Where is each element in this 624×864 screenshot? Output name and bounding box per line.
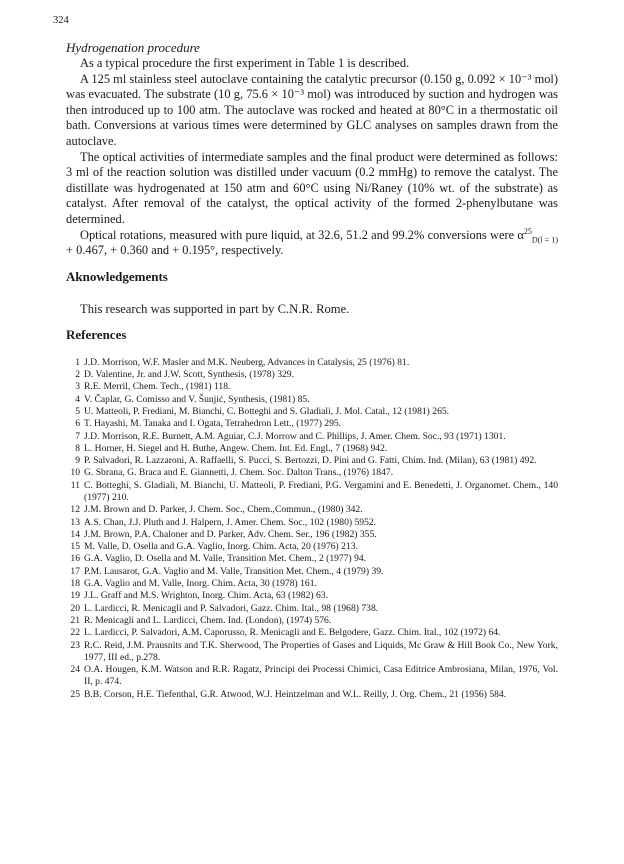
reference-number: 13 — [70, 516, 80, 528]
reference-item — [66, 467, 558, 479]
reference-number: 14 — [70, 528, 80, 540]
reference-text: D. Valentine, Jr. and J.W. Scott, Synthesis, (1978) 329. — [84, 369, 294, 381]
reference-item — [66, 517, 558, 529]
reference-number: 5 — [75, 405, 80, 417]
reference-number: 18 — [70, 578, 80, 590]
reference-number: 22 — [70, 627, 80, 639]
reference-text: A.S. Chan, J.J. Pluth and J. Halpern, J. Amer. Chem. Soc., 102 (1980) 5952. — [84, 516, 377, 528]
reference-item — [66, 455, 558, 467]
reference-item — [66, 590, 558, 602]
reference-item — [66, 566, 558, 578]
reference-item — [66, 603, 558, 615]
reference-number: 6 — [75, 418, 80, 430]
hydrogenation-paragraph-4 — [66, 228, 558, 259]
reference-text: R.E. Merril, Chem. Tech., (1981) 118. — [84, 381, 231, 393]
reference-text: J.L. Graff and M.S. Wrighton, Inorg. Chim. Acta, 63 (1982) 63. — [84, 590, 328, 602]
reference-item — [66, 640, 558, 665]
reference-text: G. Sbrana, G. Braca and E. Giannetti, J. Chem. Soc. Dalton Trans., (1976) 1847. — [84, 467, 394, 479]
reference-text: M. Valle, D. Osella and G.A. Vaglio, Inorg. Chim. Acta, 20 (1976) 213. — [84, 541, 358, 553]
hydrogenation-paragraph-1: As a typical procedure the first experiment in Table 1 is described. — [80, 56, 410, 70]
reference-number: 15 — [70, 541, 80, 553]
rotation-text-end: + 0.467, + 0.360 and + 0.195°, respectively. — [66, 243, 284, 258]
reference-text: R.C. Reid, J.M. Prausnits and T.K. Sherwood, The Properties of Gases and Liquids, Mc Graw & Hill Book Co., New York, 1977, III ed., p.278. — [84, 639, 558, 663]
reference-text: O.A. Hougen, K.M. Watson and R.R. Ragatz, Principi dei Processi Chimici, Casa Editrice Ambrosiana, Milan, 1976, Vol. II, p. 474. — [84, 664, 558, 688]
reference-text: J.M. Brown and D. Parker, J. Chem. Soc., Chem.,Commun., (1980) 342. — [84, 504, 363, 516]
reference-text: R. Menicagli and L. Lardicci, Chem. Ind. (London), (1974) 576. — [84, 614, 332, 626]
reference-text: T. Hayashi, M. Tanaka and I. Ogata, Tetrahedron Lett., (1977) 295. — [84, 418, 342, 430]
reference-text: V. Čaplar, G. Comisso and V. Šunjić, Synthesis, (1981) 85. — [84, 393, 310, 405]
reference-item — [66, 615, 558, 627]
reference-number: 23 — [70, 639, 80, 651]
reference-item — [66, 480, 558, 505]
hydrogenation-heading: Hydrogenation procedure — [66, 40, 200, 55]
acknowledgements-text: This research was supported in part by C.N.R. Rome. — [80, 301, 350, 316]
reference-text: P.M. Lausarot, G.A. Vaglio and M. Valle, Transition Met. Chem., 4 (1979) 39. — [84, 565, 384, 577]
reference-number: 3 — [75, 381, 80, 393]
reference-number: 25 — [70, 688, 80, 700]
reference-number: 10 — [70, 467, 80, 479]
reference-number: 19 — [70, 590, 80, 602]
reference-item — [66, 553, 558, 565]
reference-text: L. Lardicci, P. Salvadori, A.M. Caporusso, R. Menicagli and E. Belgodere, Gazz. Chim. Ital., 102 (1972) 64. — [84, 627, 501, 639]
reference-item — [66, 627, 558, 639]
reference-number: 11 — [70, 479, 80, 491]
reference-number: 2 — [75, 369, 80, 381]
reference-text: J.M. Brown, P.A. Chaloner and D. Parker, Adv. Chem. Ser., 196 (1982) 355. — [84, 528, 377, 540]
reference-number: 1 — [75, 356, 80, 368]
page-content — [66, 40, 558, 701]
reference-item — [66, 369, 558, 381]
reference-item — [66, 541, 558, 553]
reference-item — [66, 357, 558, 369]
reference-item — [66, 689, 558, 701]
reference-number: 17 — [70, 565, 80, 577]
reference-number: 21 — [70, 614, 80, 626]
reference-number: 8 — [75, 442, 80, 454]
reference-text: G.A. Vaglio and M. Valle, Inorg. Chim. Acta, 30 (1978) 161. — [84, 578, 317, 590]
reference-item — [66, 529, 558, 541]
reference-number: 4 — [75, 393, 80, 405]
hydrogenation-paragraph-3: The optical activities of intermediate samples and the final product were determined as follows: 3 ml of the reaction solution was distilled under vacuum (0.2 mmHg) to remove the catalyst. The distillate was hydrogenated at 150 atm and 60°C using Ni/Raney (10% wt. of the substrate) as catalyst. After removal of the catalyst, the optical activity of the formed 2-phenylbutane was determined. — [66, 149, 558, 226]
reference-item — [66, 431, 558, 443]
reference-text: C. Botteghi, S. Gladiali, M. Bianchi, U. Matteoli, P. Frediani, P.G. Vergamini and E. Benedetti, J. Organomet. Chem., 140 (1977) 210. — [84, 479, 558, 503]
reference-number: 7 — [75, 430, 80, 442]
reference-text: U. Matteoli, P. Frediani, M. Bianchi, C. Botteghi and S. Gladiali, J. Mol. Catal., 12 (1981) 265. — [84, 405, 450, 417]
rotation-line-sub: D(l = 1) — [531, 235, 558, 244]
hydrogenation-paragraph-2: A 125 ml stainless steel autoclave containing the catalytic precursor (0.150 g, 0.092 × 10⁻³ mol) was evacuated. The substrate (10 g, 75.6 × 10⁻³ mol) was introduced by suction and hydrogen was then introduced up to 100 atm. The autoclave was rocked and heated at 80°C in a thermostatic oil bath. Conversions at various times were determined by GLC analyses on samples drawn from the autoclave. — [66, 71, 558, 148]
acknowledgements-heading: Aknowledgements — [66, 268, 168, 284]
reference-number: 20 — [70, 602, 80, 614]
reference-text: L. Lardicci, R. Menicagli and P. Salvadori, Gazz. Chim. Ital., 98 (1968) 738. — [84, 602, 379, 614]
reference-item — [66, 664, 558, 689]
reference-item — [66, 504, 558, 516]
reference-item — [66, 443, 558, 455]
reference-text: G.A. Vaglio, D. Osella and M. Valle, Transition Met. Chem., 2 (1977) 94. — [84, 553, 367, 565]
reference-text: P. Salvadori, R. Lazzaroni, A. Raffaelli, S. Pucci, S. Bertozzi, D. Pini and G. Fatti, Chim. Ind. (Milan), 63 (1981) 492. — [84, 455, 537, 467]
rotation-temperature-sup: 25 — [523, 226, 532, 236]
rotation-text-start: Optical rotations, measured with pure liquid, at 32.6, 51.2 and 99.2% conversions were α — [80, 227, 524, 242]
reference-number: 12 — [70, 504, 80, 516]
reference-number: 16 — [70, 553, 80, 565]
references-heading: References — [66, 326, 127, 342]
reference-number: 9 — [75, 455, 80, 467]
reference-text: B.B. Corson, H.E. Tiefenthal, G.R. Atwood, W.J. Heintzelman and W.L. Reilly, J. Org. Chem., 21 (1956) 584. — [84, 688, 507, 700]
reference-item — [66, 418, 558, 430]
reference-item — [66, 381, 558, 393]
page-number: 324 — [53, 15, 69, 26]
reference-item — [66, 394, 558, 406]
references-list — [66, 357, 558, 701]
reference-text: L. Horner, H. Siegel and H. Buthe, Angew. Chem. Int. Ed. Engl., 7 (1968) 942. — [84, 442, 388, 454]
reference-text: J.D. Morrison, W.F. Masler and M.K. Neuberg, Advances in Catalysis, 25 (1976) 81. — [84, 356, 410, 368]
reference-item — [66, 406, 558, 418]
reference-item — [66, 578, 558, 590]
reference-text: J.D. Morrison, R.E. Burnett, A.M. Aguiar, C.J. Morrow and C. Phillips, J. Amer. Chem. Soc., 93 (1971) 1301. — [84, 430, 506, 442]
reference-number: 24 — [70, 664, 80, 676]
